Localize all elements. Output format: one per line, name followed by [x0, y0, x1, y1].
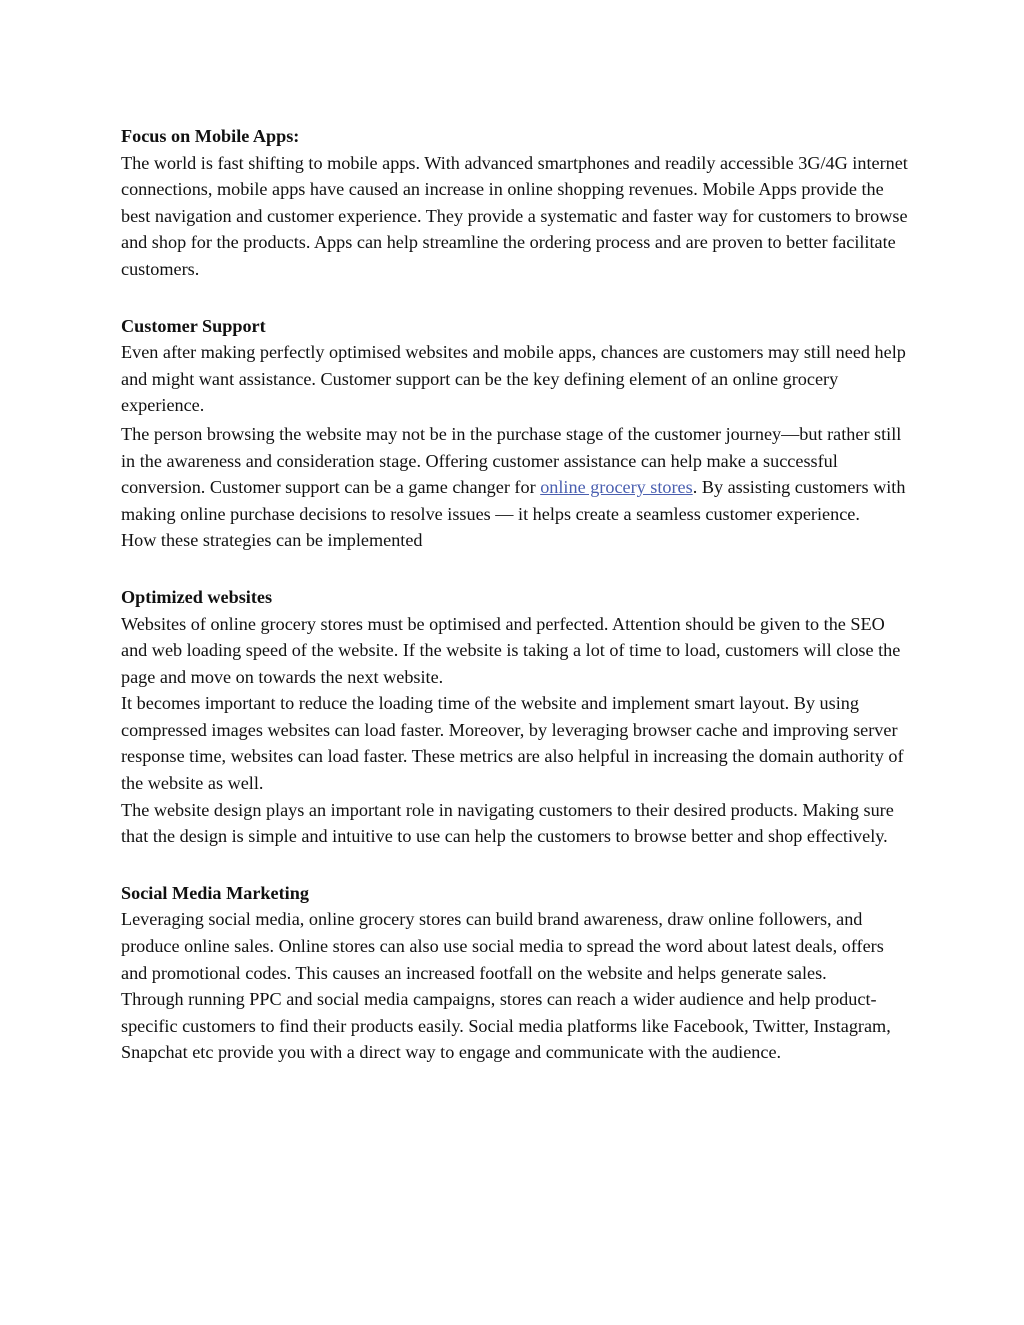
paragraph-text: . By assisting customers with making online purchase decisions to resolve issues — it helps create a seamless customer experience.: [121, 477, 906, 524]
paragraph-with-link: [121, 421, 911, 527]
paragraph: The website design plays an important role in navigating customers to their desired products. Making sure that the design is simple and intuitive to use can help the customers to browse better and shop effectively.: [121, 799, 894, 847]
section-heading: Customer Support: [121, 315, 266, 336]
online-grocery-stores-link[interactable]: online grocery stores: [540, 477, 693, 498]
section-social-media-marketing: [121, 880, 911, 1066]
paragraph-text: The person browsing the website may not be in the purchase stage of the customer journey—but rather still in the awareness and consideration stage. Offering customer assistance can help make a successful conversion. Customer support can be a game changer for: [121, 423, 902, 498]
section-customer-support: [121, 313, 911, 554]
section-heading: Optimized websites: [121, 586, 273, 607]
section-heading: Social Media Marketing: [121, 882, 309, 903]
paragraph: It becomes important to reduce the loading time of the website and implement smart layout. By using compressed images websites can load faster. Moreover, by leveraging browser cache and improving server response time, websites can load faster. These metrics are also helpful in increasing the domain authority of the website as well.: [121, 693, 904, 794]
paragraph: Through running PPC and social media campaigns, stores can reach a wider audience and help product-specific customers to find their products easily. Social media platforms like Facebook, Twitter, Instagram, Snapchat etc provide you with a direct way to engage and communicate with the audience.: [121, 989, 891, 1063]
paragraph: Leveraging social media, online grocery stores can build brand awareness, draw online followers, and produce online sales. Online stores can also use social media to spread the word about latest deals, offers and promotional codes. This causes an increased footfall on the website and helps generate sales.: [121, 909, 884, 983]
paragraph: Websites of online grocery stores must be optimised and perfected. Attention should be given to the SEO and web loading speed of the website. If the website is taking a lot of time to load, customers will close the page and move on towards the next website.: [121, 613, 901, 687]
paragraph: Even after making perfectly optimised websites and mobile apps, chances are customers may still need help and might want assistance. Customer support can be the key defining element of an online grocery experience.: [121, 342, 906, 416]
section-heading: Focus on Mobile Apps:: [121, 126, 300, 146]
document-page: [121, 123, 911, 1096]
paragraph: The world is fast shifting to mobile apps. With advanced smartphones and readily accessible 3G/4G internet connections, mobile apps have caused an increase in online shopping revenues. Mobile Apps provide the best navigation and customer experience. They provide a systematic and faster way for customers to browse and shop for the products. Apps can help streamline the ordering process and are proven to better facilitate customers.: [121, 152, 908, 279]
section-optimized-websites: [121, 584, 911, 850]
paragraph: How these strategies can be implemented: [121, 530, 423, 551]
section-mobile-apps: [121, 123, 911, 283]
